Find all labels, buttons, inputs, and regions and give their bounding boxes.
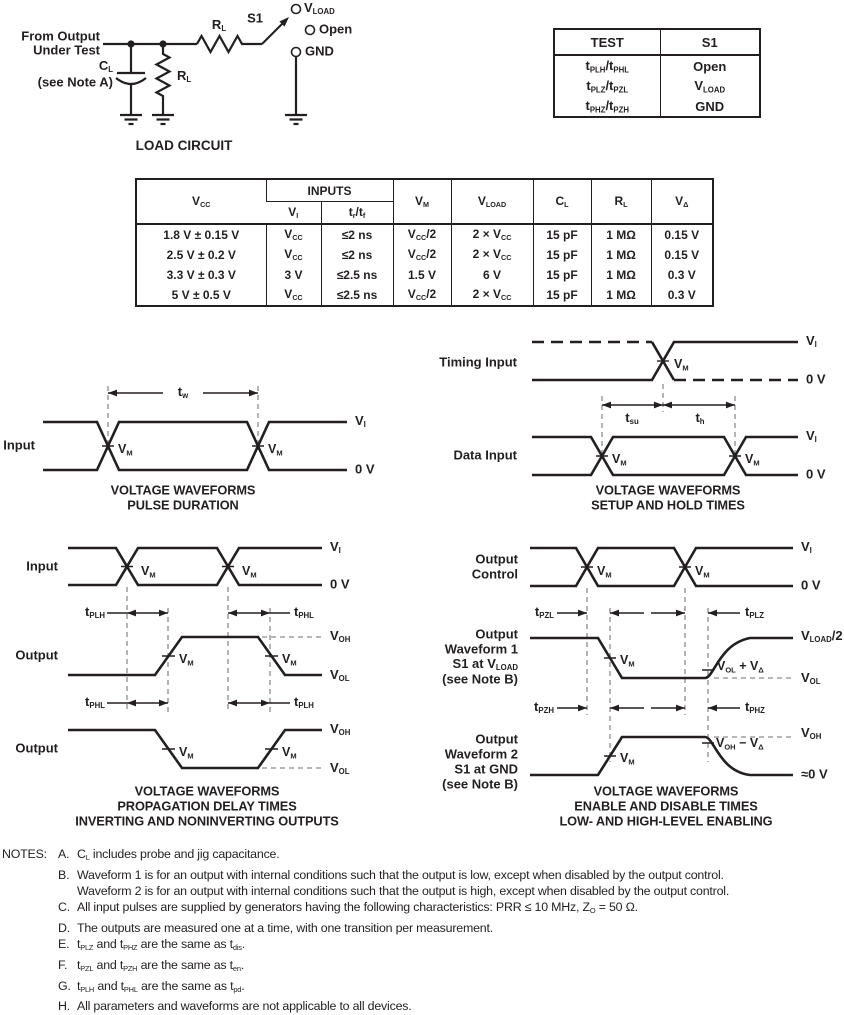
arrowhead-icon — [654, 402, 663, 409]
table-row — [554, 96, 760, 117]
column-header-cl: $C_L$ — [533, 179, 591, 224]
arrowhead-icon — [127, 700, 136, 707]
tplz-label: $t_{PLZ}$ — [745, 603, 765, 621]
note-text: Waveform 2 is for an output with internal conditions such that the output is high, except when disabled by the output control. — [77, 884, 730, 899]
column-header-vdelta: $V_\Delta$ — [651, 179, 713, 224]
table-cell: 6 V — [451, 265, 533, 285]
vm-label: $V_M$ — [674, 357, 689, 373]
table-row — [136, 285, 713, 306]
resistor-shunt — [157, 44, 170, 115]
vm-label: $V_M$ — [745, 452, 760, 468]
arrowhead-icon — [578, 610, 587, 617]
table-cell: $t_{PLZ}/t_{PZL}$ — [586, 77, 629, 95]
caption-line3: LOW- AND HIGH-LEVEL ENABLING — [559, 813, 773, 829]
arrowhead-icon — [676, 610, 685, 617]
caption-line1: VOLTAGE WAVEFORMS — [110, 482, 256, 498]
note-letter: A. — [58, 847, 70, 861]
table-cell: $V_{CC}$ — [266, 285, 321, 306]
vm-label: $V_M$ — [242, 564, 257, 580]
test-conditions-table — [135, 178, 714, 307]
note-item — [58, 883, 842, 899]
note-text: $t_{PZL}$ and $t_{PZH}$ are the same as $t_{en}$. — [77, 958, 245, 974]
capacitor-curved-plate — [116, 78, 146, 84]
table-cell: 15 pF — [533, 265, 591, 285]
switch-arm — [262, 23, 283, 44]
guide-lines — [602, 384, 735, 455]
table-row — [136, 224, 713, 245]
vload-half-label: $V_{LOAD}/2$ — [801, 627, 843, 645]
table-cell: $t_{PLH}/t_{PHL}$ — [585, 57, 629, 75]
note-item — [58, 957, 842, 978]
propagation-delay-waveform — [0, 530, 420, 846]
note-item — [58, 846, 842, 867]
arrowhead-icon — [249, 390, 258, 397]
column-header-vload: $V_{LOAD}$ — [451, 179, 533, 224]
arrowhead-icon — [708, 610, 717, 617]
table-cell: 0.15 V — [651, 224, 713, 245]
note-text: The outputs are measured one at a time, with one transition per measurement. — [77, 921, 493, 936]
note-letter: H. — [58, 999, 70, 1014]
table-cell: $V_{CC}/2$ — [393, 285, 451, 306]
table-cell: 1 MΩ — [591, 265, 651, 285]
tplh-label: $t_{PLH}$ — [294, 693, 314, 711]
vi-label: $V_I$ — [806, 332, 817, 350]
note-item — [58, 998, 842, 1014]
timing-input-label: Timing Input — [439, 354, 517, 370]
vm-label: $V_M$ — [141, 564, 156, 580]
notes-heading: NOTES: — [2, 847, 47, 861]
waveform2-label-line4: (see Note B) — [442, 776, 518, 792]
note-item — [58, 867, 842, 883]
table-row — [554, 55, 760, 76]
note-text: $C_L$ includes probe and jig capacitance. — [77, 847, 280, 863]
table-row — [136, 245, 713, 265]
output-control-label-line1: Output — [475, 551, 518, 567]
arrowhead-icon — [159, 610, 168, 617]
rl-shunt-label: $R_L$ — [177, 67, 192, 85]
column-header-s1: S1 — [660, 29, 760, 55]
tw-label: $t_w$ — [177, 383, 189, 401]
note-item — [58, 920, 842, 936]
note-item — [58, 936, 842, 957]
column-header-vm: $V_M$ — [393, 179, 451, 224]
column-header-inputs: INPUTS — [266, 179, 393, 202]
tplh-label: $t_{PLH}$ — [85, 603, 105, 621]
table-cell: $V_{CC}/2$ — [393, 245, 451, 265]
terminal-vload — [292, 5, 301, 14]
vi-label: $V_I$ — [806, 427, 817, 445]
vm-label: $V_M$ — [612, 452, 627, 468]
voh-label: $V_{OH}$ — [330, 627, 351, 645]
table-cell: $V_{CC}$ — [266, 224, 321, 245]
rl-series-label: $R_L$ — [211, 16, 227, 34]
terminal-gnd — [292, 48, 301, 57]
arrowhead-icon — [610, 705, 619, 712]
s1-label: S1 — [247, 10, 263, 26]
note-item — [58, 978, 842, 999]
load-circuit-title: LOAD CIRCUIT — [135, 138, 233, 154]
table-cell: $2 \times V_{CC}$ — [451, 245, 533, 265]
column-header-rl: $R_L$ — [591, 179, 651, 224]
voh-label: $V_{OH}$ — [330, 720, 351, 738]
note-letter: F. — [58, 958, 68, 973]
arrowhead-icon — [127, 610, 136, 617]
arrowhead-icon — [602, 402, 611, 409]
output-control-wave — [530, 548, 793, 586]
input-label: Input — [3, 437, 35, 453]
vm-label: $V_M$ — [179, 745, 194, 761]
table-cell: $V_{LOAD}$ — [660, 76, 760, 96]
tpzh-label: $t_{PZH}$ — [534, 698, 554, 716]
voh-minus-delta-label: $V_{OH} - V_\Delta$ — [716, 736, 764, 752]
table-cell: GND — [660, 96, 760, 117]
table-cell: 0.3 V — [651, 265, 713, 285]
table-cell: $V_{CC}/2$ — [393, 224, 451, 245]
note-item — [58, 899, 842, 920]
note-letter: B. — [58, 867, 70, 882]
guide-lines — [127, 587, 270, 712]
note-letter: D. — [58, 921, 70, 936]
notes-section — [2, 846, 842, 1015]
voh-label: $V_{OH}$ — [801, 724, 822, 742]
arrowhead-icon — [261, 700, 270, 707]
source-label-line1: From Output — [21, 28, 100, 44]
column-header-test: TEST — [554, 29, 660, 55]
data-input-label: Data Input — [453, 447, 517, 463]
arrowhead-icon — [578, 705, 587, 712]
cl-note-label: (see Note A) — [37, 74, 113, 90]
table-cell: $V_{CC}$ — [266, 245, 321, 265]
column-header-vi: $V_I$ — [288, 204, 299, 221]
table-cell: 15 pF — [533, 245, 591, 265]
waveform1-label-line1: Output — [475, 626, 518, 642]
table-cell: 15 pF — [533, 224, 591, 245]
table-cell: 0.3 V — [651, 285, 713, 306]
table-row — [136, 265, 713, 285]
vm-label: $V_M$ — [179, 652, 194, 668]
source-label-line2: Under Test — [33, 42, 100, 58]
table-cell: 2.5 V ± 0.2 V — [166, 248, 236, 262]
table-cell: 5 V ± 0.5 V — [171, 288, 231, 302]
terminal-open — [306, 26, 315, 35]
caption-line2: ENABLE AND DISABLE TIMES — [574, 798, 758, 814]
table-cell: 3 V — [266, 265, 321, 285]
waveform2-label-line2: Waveform 2 — [444, 746, 518, 762]
table-cell: ≤2 ns — [321, 245, 393, 265]
open-terminal-label: Open — [319, 21, 353, 37]
vi-label: $V_I$ — [355, 412, 366, 430]
arrowhead-icon — [610, 610, 619, 617]
output-label: Output — [15, 740, 58, 756]
tsu-label: $t_{su}$ — [625, 409, 639, 427]
table-cell: $t_{PHZ}/t_{PZH}$ — [585, 97, 629, 115]
input-wave — [68, 548, 322, 585]
output-control-complement — [530, 548, 793, 586]
table-row — [554, 76, 760, 96]
caption-line2: SETUP AND HOLD TIMES — [591, 497, 745, 513]
table-cell: ≤2.5 ns — [321, 265, 393, 285]
arrowhead-icon — [159, 700, 168, 707]
arrowhead-icon — [676, 705, 685, 712]
vi-label: $V_I$ — [801, 538, 812, 556]
s1-test-table — [553, 28, 761, 118]
note-text: $t_{PLZ}$ and $t_{PHZ}$ are the same as $t_{dis}$. — [77, 937, 246, 953]
table-cell: 1 MΩ — [591, 245, 651, 265]
arrowhead-icon — [261, 610, 270, 617]
caption-line2: PULSE DURATION — [127, 497, 239, 513]
arrowhead-icon — [708, 705, 717, 712]
input-label: Input — [26, 558, 58, 574]
table-cell: 1.5 V — [393, 265, 451, 285]
caption-line1: VOLTAGE WAVEFORMS — [593, 783, 739, 799]
notes-list — [58, 846, 842, 1015]
approx-zero-label: ≈0 V — [801, 766, 828, 782]
table-cell: 15 pF — [533, 285, 591, 306]
table-cell: 1 MΩ — [591, 285, 651, 306]
vm-label: $V_M$ — [282, 745, 297, 761]
setup-hold-waveform — [420, 330, 844, 530]
note-text: All parameters and waveforms are not applicable to all devices. — [77, 999, 412, 1014]
tphl-label: $t_{PHL}$ — [294, 603, 314, 621]
arrowhead-icon — [663, 402, 672, 409]
gnd-terminal-label: GND — [305, 43, 334, 59]
zero-volt-label: 0 V — [806, 371, 826, 387]
input-wave — [43, 422, 347, 470]
table-cell: 1.8 V ± 0.15 V — [136, 224, 266, 245]
vm-label: $V_M$ — [268, 442, 283, 458]
vload-terminal-label: $V_{LOAD}$ — [304, 0, 335, 17]
caption-line1: VOLTAGE WAVEFORMS — [134, 783, 280, 799]
tphl-label: $t_{PHL}$ — [85, 693, 105, 711]
vm-label: $V_M$ — [597, 564, 612, 580]
vm-label: $V_M$ — [118, 442, 133, 458]
table-cell: ≤2 ns — [321, 224, 393, 245]
ground-icon — [152, 115, 174, 124]
waveform2-label-line3: S1 at GND — [454, 761, 518, 777]
caption-line3: INVERTING AND NONINVERTING OUTPUTS — [75, 813, 339, 829]
vm-label: $V_M$ — [620, 751, 635, 767]
note-text: $t_{PLH}$ and $t_{PHL}$ are the same as $t_{pd}$. — [77, 978, 245, 994]
note-text: Waveform 1 is for an output with internal conditions such that the output is low, except when disabled by the output control. — [77, 867, 724, 882]
vol-label: $V_{OL}$ — [801, 669, 821, 687]
waveform1-label-line2: Waveform 1 — [444, 641, 518, 657]
zero-volt-label: 0 V — [806, 466, 826, 482]
vm-label: $V_M$ — [695, 564, 710, 580]
caption-line1: VOLTAGE WAVEFORMS — [595, 482, 741, 498]
vm-label: $V_M$ — [282, 652, 297, 668]
note-text: All input pulses are supplied by generators having the following characteristics: PRR ≤ 10 MHz, $Z_O = 50$ Ω. — [77, 900, 638, 916]
pulse-duration-waveform — [0, 370, 420, 518]
zero-volt-label: 0 V — [330, 576, 350, 592]
load-circuit-diagram — [0, 0, 430, 165]
arrowhead-icon — [726, 402, 735, 409]
note-letter: E. — [58, 937, 70, 952]
vol-label: $V_{OL}$ — [330, 666, 350, 684]
cl-label: $C_L$ — [98, 57, 113, 75]
input-wave-complement — [68, 548, 322, 585]
ground-icon — [285, 115, 307, 124]
caption-line2: PROPAGATION DELAY TIMES — [117, 798, 297, 814]
table-cell: Open — [660, 55, 760, 76]
arrowhead-icon — [228, 610, 237, 617]
tpzl-label: $t_{PZL}$ — [534, 603, 554, 621]
table-cell: ≤2.5 ns — [321, 285, 393, 306]
vol-label: $V_{OL}$ — [330, 759, 350, 777]
waveform1-label-line3: S1 at $V_{LOAD}$ — [452, 655, 518, 673]
arrowhead-icon — [108, 390, 117, 397]
th-label: $t_h$ — [695, 409, 705, 427]
table-cell: 1 MΩ — [591, 224, 651, 245]
vm-label: $V_M$ — [620, 653, 635, 669]
resistor-series — [197, 36, 262, 52]
input-wave-complement — [43, 422, 347, 470]
note-letter: C. — [58, 900, 70, 915]
table-cell: 0.15 V — [651, 245, 713, 265]
table-cell: $2 \times V_{CC}$ — [451, 224, 533, 245]
zero-volt-label: 0 V — [355, 461, 375, 477]
arrowhead-icon — [228, 700, 237, 707]
zero-volt-label: 0 V — [801, 577, 821, 593]
waveform2-label-line1: Output — [475, 731, 518, 747]
tphz-label: $t_{PHZ}$ — [745, 698, 765, 716]
output-control-label-line2: Control — [471, 566, 518, 582]
table-cell: $2 \times V_{CC}$ — [451, 285, 533, 306]
note-letter: G. — [58, 978, 71, 993]
ground-icon — [120, 115, 142, 124]
table-cell: 3.3 V ± 0.3 V — [166, 268, 236, 282]
vol-plus-delta-label: $V_{OL} + V_\Delta$ — [717, 659, 764, 675]
column-header-trtf: $t_r/t_f$ — [321, 202, 393, 225]
vi-label: $V_I$ — [330, 538, 341, 556]
waveform1-label-line4: (see Note B) — [442, 671, 518, 687]
output-label: Output — [15, 647, 58, 663]
enable-disable-waveform — [420, 530, 844, 846]
column-header-vcc: $V_{CC}$ — [192, 193, 211, 210]
